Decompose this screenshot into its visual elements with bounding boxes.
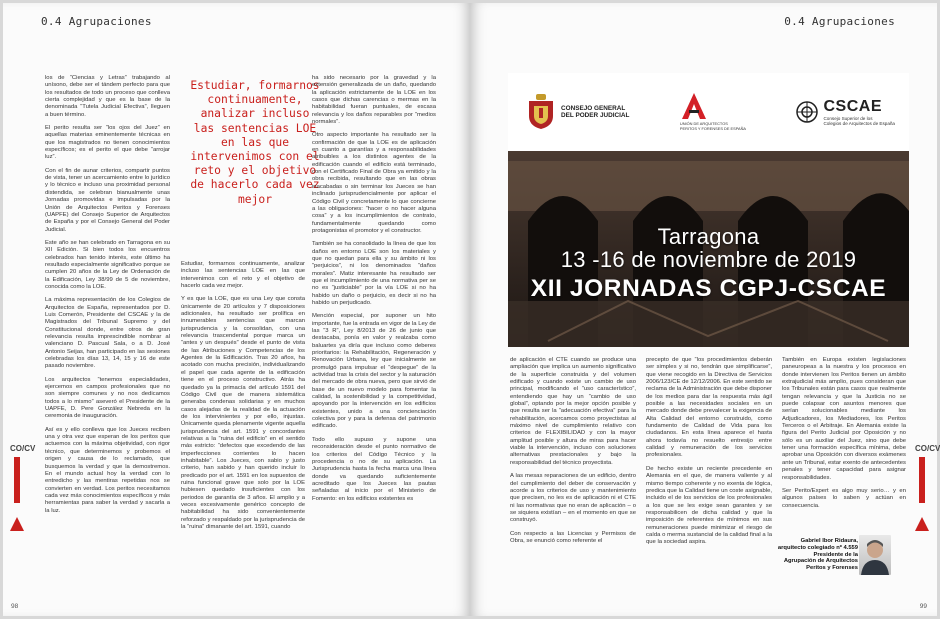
cgpj-name-line1: CONSEJO GENERAL: [561, 104, 626, 112]
page-number-left: 98: [11, 603, 19, 610]
magazine-spread: [3, 3, 940, 616]
magazine-logo-mark-icon: [10, 517, 24, 531]
author-role-3: Peritos y Forenses: [806, 565, 858, 572]
paragraph: De hecho existe un reciente precedente en Alemania en el que, de manera valiente y al mismo tiempo coherente y no exenta de lógica, predica que la Calidad tiene un coste asignable, incluido el de los servicios de los profesionales a los que se les exige sean garantes y se responsabilicen de dicha calidad y que la imposición de referentes de mínimos en sus remuneraciones puede minimizar el riesgo de caída o merma sustancial de la calidad final a la que la sociedad aspira.: [646, 465, 772, 546]
pull-quote: Estudiar, formarnos continuamente, analizar incluso las sentencias LOE en las que intervenimos con el reto y el objetivo de hacerlo cada vez mejor: [190, 79, 320, 206]
event-titles: [508, 225, 909, 302]
section-header-left: 0.4 Agrupaciones: [41, 15, 152, 28]
cscae-sub-line1: Consejo Superior de los: [823, 115, 873, 121]
paragraph: Con respecto a las Licencias y Permisos de Obra, se enunció como referente el: [510, 530, 636, 544]
right-column-3: [782, 357, 906, 533]
right-column-1: [510, 357, 636, 607]
coat-of-arms-icon: [526, 94, 556, 130]
paragraph: Otro aspecto importante ha resultado ser la confirmación de que la LOE es de aplicación en cuanto a garantías y a responsabilidades atribuibles a los distintos agentes de la edificación cuando el edificio está terminado, con el Certificado Final de Obra ya emitido y la obra recibida, resultando que en las obras inacabadas o sin terminar los Jueces se han inclinado jurisprudencialmente por aplicar el Código Civil y concretamente lo que concierne a las obligaciones: “hacer o no hacer alguna cosa” y a los incumplimientos de contrato, fundamentalmente quedando como protagonistas el promotor y el constructor.: [312, 132, 436, 234]
paragraph: de aplicación el CTE cuando se produce una ampliación que implica un aumento significativo de la superficie construida y del volumen edificado y cuando existe un cambio de uso principal, modificando el “uso característico”, entendiendo que hay un “cambio de uso global”, optando por la mejor opción posible y que resulta ser la “adecuación efectiva” para la rehabilitación, acercamos como proyectistas al máximo nivel de cumplimiento relativo con criterios de FLEXIBILIDAD y con la mayor amplitud posible y altura de miras para hacer viable la intervención, incluso con soluciones alternativas prestacionales y bajo la responsabilidad del técnico proyectista.: [510, 357, 636, 466]
cgpj-logo: [526, 94, 629, 130]
magazine-logo-mark-right-icon: [915, 517, 929, 531]
paragraph: La máxima representación de los Colegios de Arquitectos de España, representados por D. Luis Comerón, Presidente del CSCAE y la de Magistrados del Tribunal Supremo y del Constitucional donde, entre otros de gran relevancia resulta imprescindible nombrar al valenciano D. Pascual Sala, o a D. José Antonio Seijas, han participado en las sesiones celebradas los días 13, 14, 15 y 16 de este pasado noviembre.: [45, 297, 170, 370]
author-portrait-icon: [859, 535, 891, 575]
cscae-logo: [796, 98, 895, 127]
magazine-logo-bar: [14, 457, 20, 503]
magazine-logo-text: CO/CV: [10, 444, 36, 453]
cscae-emblem-icon: [796, 101, 818, 123]
paragraph: Mención especial, por suponer un hito importante, fue la entrada en vigor de la Ley de las “3 R”, Ley 8/2013 de 26 de junio que destacaba, ponía en valor y realzaba como baluartes ya diría que incluso como deberes prioritarios: la Rehabilitación, Regeneración y Renovación Urbana, ley que inicialmente se promulgó para impulsar el “despegue” de la actividad tras la crisis del sector y la saturación del mercado de obra nueva, pero que sirvió de base de un nuevo modelo para fomentar la calidad, la sostenibilidad y la competitividad, apoyando por la intervención en los edificios existentes, unido a una concienciación colectiva por y para la defensa del patrimonio edificado.: [312, 313, 436, 430]
paragraph: Los arquitectos “tenemos especialidades, ejercemos en campos profesionales que no son siempre comunes y no nos dedicamos todos a lo mismo” aseveró el Presidente de la UAPFE, D. Pere González Nebreda en la ceremonia de inauguración.: [45, 376, 170, 420]
paragraph: Y es que la LOE, que es una Ley que consta únicamente de 20 artículos y 7 disposiciones adicionales, ha resultado ser prolífica en innumerables sentencias que marcan jurisprudencia y la consolidan, con una relevancia trascendental porque marca un “antes y un después” desde el punto de vista de las Atribuciones y Competencias de los Agentes de la Edificación. Tras 20 años, ha acotado con mucha precisión, individualizando el papel que cada agente de la edificación tiene en el proceso constructivo. Atrás ha quedado ya la primacía del artículo 1591 del Código Civil que de manera sistemática generaba condenas solidarias y en muchos casos alejadas de la realidad de la actuación de los intervinientes y por ello, injustas. Únicamente queda plenamente vigente aquella jurisprudencia del art. 1591 y concordantes relativas a la “ruina del edificio” en el sentido más estricto: “defectos que excedendo de las imperfecciones corrientes lo hacen inhabitable”. Los Jueces, con sabio y justo criterio, han sabido y han querido incluir lo predicado por el art. 1591 en los supuestos de ruina funcional grave que solo por la LOE hubiesen quedado insuficientes con los periodos de garantía de 3 años. El amplio y a veces excesivamente genérico concepto de habitabilidad ha sido convenientemente reforzado y respaldado por la jurisprudencia de la “ruina” dimanante del art. 1591, cuando: [181, 296, 305, 531]
paragraph: También en Europa existen legislaciones paneuropeas a la nuestra y los procesos en donde intervienen los Peritos tienen un ámbito extrajudicial más amplio, pues consideran que los Tribunales están para casos que realmente tengan relevancia y que la Justicia no se puede colapsar con asuntos menores que serían solucionables mediante los Adjudicadores, los Mediadores, los Peritos Terceros o el Arbitraje. En Alemania existe la figura del Perito Judicial por Oposición y no sólo es un auxiliar del Juez, sino que debe tener una formación específica mínima, debe aprobar una Oposición con diversos exámenes ante un Tribunal, estar exento de antecedentes penales y tener capacidad para asignar responsabilidades.: [782, 357, 906, 481]
left-column-2: [181, 261, 305, 605]
page-number-right: 99: [919, 603, 927, 610]
paragraph: Estudiar, formarnos continuamente, analizar incluso las sentencias LOE en las que intervenimos con el reto y el objetivo de hacerlo cada vez mejor.: [181, 261, 305, 290]
section-header-right: 0.4 Agrupaciones: [784, 15, 895, 28]
uapfe-name-line1: UNIÓN DE ARQUITECTOS: [679, 121, 728, 127]
left-column-1: [45, 75, 170, 605]
magazine-logo-right: [915, 444, 940, 531]
paragraph: Con el fin de aunar criterios, compartir puntos de vista, tener un acercamiento entre lo jurídico y lo técnico e incluso una proximidad personal distendida, se celebran bianualmente unas Jornadas promovidas e impulsadas por la Unión de Arquitectos Peritos y Forenses (UAPFE) del Consejo Superior de Arquitectos de España y por el Consejo General del Poder Judicial.: [45, 167, 170, 233]
magazine-logo-bar-right: [919, 457, 925, 503]
event-banner: [508, 73, 909, 347]
author-photo: [859, 535, 891, 575]
magazine-logo-left: [10, 444, 36, 531]
cgpj-name-line2: DEL PODER JUDICIAL: [561, 112, 630, 119]
paragraph: También se ha consolidado la línea de que los daños en entorno LOE son los materiales y que no quedan para ella y su ámbito ni los “perjuicios”, ni los denominados “daños morales”. Matiz interesante ha resultado ser que el incumplimiento de una normativa per se no es “justiciable” por la vía LOE si no ha habido un daño o perjuicio, es decir si no ha habido un perjudicado.: [312, 241, 436, 306]
author-role-1: Presidente de la: [813, 551, 858, 558]
right-page: [470, 3, 940, 616]
event-name: XII JORNADAS CGPJ-CSCAE: [530, 275, 887, 302]
left-column-3: [312, 75, 436, 605]
event-city: Tarragona: [657, 224, 760, 249]
author-registration: arquitecto colegiado nº 4.559: [777, 544, 858, 551]
uapfe-logo: [680, 92, 746, 131]
cscae-sub-line2: Colegios de Arquitectos de España: [823, 121, 895, 126]
author-signature: [770, 538, 858, 590]
paragraph: los de “Ciencias y Letras” trabajando al unísono, debe ser el tándem perfecto para que los resultados de todo un proceso que conlleva cierta complejidad y que es la base de la denominada “Tutela Judicial Efectiva”, lleguen a buen término.: [45, 75, 170, 118]
author-name: Gabriel Ibor Ridaura,: [800, 538, 858, 544]
paragraph: precepto de que “los procedimientos deberán ser simples y si no, tendrán que simplificarse”, que viene recogido en la Directiva de Servicios 2006/123/CE de 12/12/2006. En este sentido se reclama de la Administración que debe disponer de los medios para dar la respuesta más ágil posible a las necesidades sociales en un mercado donde debe prevalecer la exigencia de Alta Calidad del entorno construido, como fundamento de Calidad de Vida para los ciudadanos. En esta línea aparece el hasta ahora todavía no resuelto entresijo entre calidad y remuneración de los servicios profesionales.: [646, 357, 772, 459]
paragraph: Así es y ello conlleva que los Jueces reciben una y otra vez que esperan de los peritos que actuemos con la máxima objetividad, con rigor técnico, que determinemos y probemos el origen y causa de lo reclamado, que busquemos la verdad y que la demostremos. En el mundo actual hoy la verdad con lo entredicho y las mentiras repetidas nos se convierten en verdad. Los peritos necesitamos cada vez más conocimientos específicos y más herramientas para saber la verdad y sacarla a la luz.: [45, 426, 170, 514]
paragraph: Ser Perito/Expert es algo muy serio… y en algunos países lo saben y actúan en consecuencia.: [782, 487, 906, 509]
event-dates: 13 -16 de noviembre de 2019: [560, 247, 857, 272]
paragraph: Este año se han celebrado en Tarragona en su XII Edición. Si bien todos los encuentros celebrados han tenido interés, este último ha resultado especialmente significativo porque se cumplen 20 años de la Ley de Ordenación de la Edificación, Ley 38/99 de 5 de noviembre, conocida como la LOE.: [45, 239, 170, 290]
left-page: [3, 3, 470, 616]
author-role-2: Agrupación de Arquitectos: [783, 558, 858, 565]
paragraph: Todo ello supuso y supone una reconsideración desde el punto normativo de los criterios del Código Técnico y la procedencia o no de su aplicación. La Jurisprudencia hasta la fecha marca una línea donde va quedando suficientemente acreditado que los Jueces las pautas señaladas al inicio por el Ministerio de Fomento: en los edificios existentes es: [312, 436, 436, 502]
banner-logos: [508, 73, 909, 151]
paragraph: ha sido necesario por la gravedad y la extensión generalizada de un daño, quedando la aplicación estrictamente de la LOE en los casos que dichas carencias o mermas en la habitabilidad fueran puntuales, de escasa relevancia y los daños reparables por “medios normales”.: [312, 75, 436, 126]
paragraph: El perito resulta ser “los ojos del Juez” en aquellas materias eminentemente técnicas en que los magistrados no tienen conocimientos específicos; es el perito el que debe “arrojar luz”.: [45, 125, 170, 161]
cscae-name: CSCAE: [823, 97, 882, 115]
magazine-logo-text-right: CO/CV: [915, 444, 940, 453]
paragraph: A las mesas reparaciones de un edificio, dentro del cumplimiento del deber de conservación y acorde a los criterios de uso y mantenimiento que precisen, no les es de aplicación ni el CTE ni las normativas que no eran de aplicación – o se siquiera existían – en el momento en que se construyó.: [510, 473, 636, 524]
uapfe-a-icon: [680, 92, 708, 120]
uapfe-name-line2: PERITOS Y FORENSES DE ESPAÑA: [679, 126, 746, 131]
right-column-2: [646, 357, 772, 607]
